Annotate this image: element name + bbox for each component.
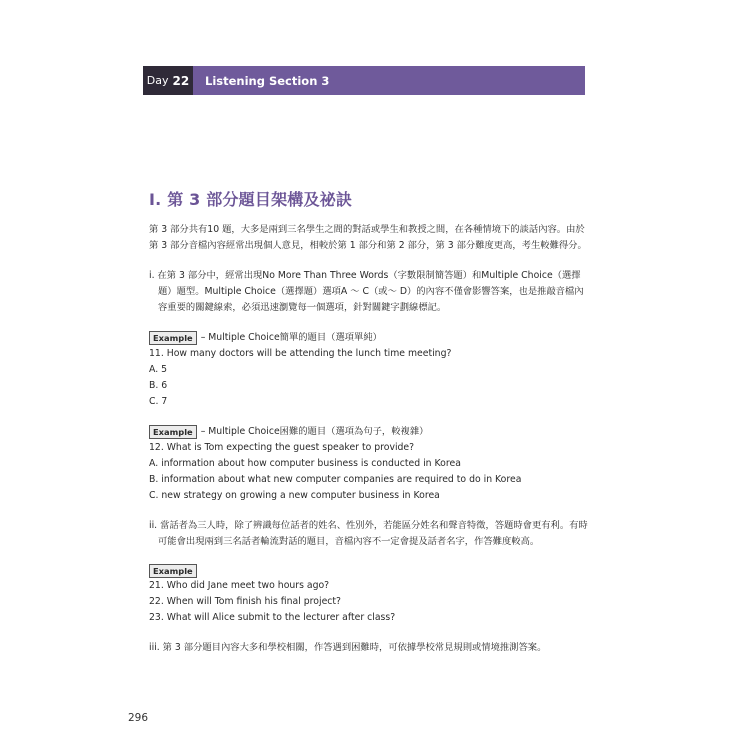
question-23: 23. What will Alice submit to the lecturer after class? bbox=[149, 612, 396, 623]
example-header-2 bbox=[149, 424, 589, 440]
option-c: C. 7 bbox=[149, 396, 168, 407]
page-number: 296 bbox=[128, 712, 149, 724]
example-tag: Example bbox=[149, 425, 197, 439]
day-badge bbox=[143, 66, 193, 95]
example-header-3 bbox=[149, 564, 589, 578]
question-22: 22. When will Tom finish his final project? bbox=[149, 596, 341, 607]
option-b: B. information about what new computer companies are required to do in Korea bbox=[149, 474, 522, 485]
example-block-1 bbox=[149, 330, 589, 410]
section-label: Listening Section 3 bbox=[193, 66, 585, 95]
example-caption: – Multiple Choice簡單的題目（選項單純） bbox=[200, 332, 382, 343]
day-number: 22 bbox=[172, 73, 190, 88]
option-a: A. 5 bbox=[149, 364, 168, 375]
section-title: I. 第 3 部分題目架構及祕訣 bbox=[149, 190, 353, 209]
content-body bbox=[149, 222, 589, 670]
option-a: A. information about how computer business is conducted in Korea bbox=[149, 458, 461, 469]
tip-3: iii. 第 3 部分題目內容大多和學校相關，作答遇到困難時，可依據學校常見規則或情境推測答案。 bbox=[149, 642, 547, 653]
example-caption: – Multiple Choice困難的題目（選項為句子，較複雜） bbox=[200, 426, 429, 437]
example-tag: Example bbox=[149, 564, 197, 578]
example-header-1 bbox=[149, 330, 589, 346]
question-12: 12. What is Tom expecting the guest speaker to provide? bbox=[149, 442, 415, 453]
question-21: 21. Who did Jane meet two hours ago? bbox=[149, 580, 330, 591]
tip-2: ii. 當話者為三人時，除了辨識每位話者的姓名、性別外，若能區分姓名和聲音特徵，答題時會更有利。有時可能會出現兩到三名話者輪流對話的題目，音檔內容不一定會提及話者名字，作答難度較高。 bbox=[149, 520, 588, 547]
example-block-2 bbox=[149, 424, 589, 504]
example-tag: Example bbox=[149, 331, 197, 345]
chapter-header bbox=[143, 66, 585, 95]
example-block-3 bbox=[149, 564, 589, 626]
day-label: Day bbox=[146, 74, 169, 87]
option-c: C. new strategy on growing a new computer business in Korea bbox=[149, 490, 440, 501]
question-11: 11. How many doctors will be attending the lunch time meeting? bbox=[149, 348, 452, 359]
option-b: B. 6 bbox=[149, 380, 168, 391]
intro-paragraph: 第 3 部分共有10 題，大多是兩到三名學生之間的對話或學生和教授之間，在各種情境下的談話內容。由於第 3 部分音檔內容經常出現個人意見，相較於第 1 部分和第 2 部分，第 3 部分難度更高，考生較難得分。 bbox=[149, 224, 587, 251]
tip-1: i. 在第 3 部分中，經常出現No More Than Three Words（字數限制簡答題）和Multiple Choice（選擇題）題型。Multiple Choice（選擇題）選項A ～ C（或～ D）的內容不僅會影響答案，也是推敲音檔內容重要的關鍵線索，必須迅速瀏覽每一個選項，針對關鍵字劃線標記。 bbox=[149, 270, 584, 313]
